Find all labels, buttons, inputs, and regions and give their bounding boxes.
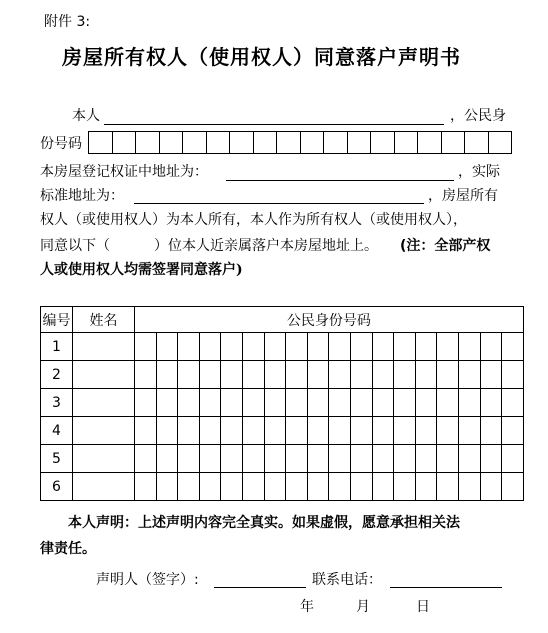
id-digit-cell[interactable] [221,445,243,473]
name-cell[interactable] [73,333,135,361]
id-digit-cell[interactable] [178,473,200,501]
address-label: 本房屋登记权证中地址为： [40,164,208,180]
id-digit-cell[interactable] [350,361,372,389]
id-digit-cell[interactable] [350,333,372,361]
id-digit-cell[interactable] [156,473,178,501]
id-digit-cell[interactable] [178,361,200,389]
citizen-id-digit-box[interactable] [323,131,348,154]
citizen-id-label-b: 份号码 [40,136,82,152]
table-row [41,473,524,501]
id-digit-cell[interactable] [372,445,394,473]
id-digit-cell[interactable] [394,445,416,473]
id-digit-cell[interactable] [199,333,221,361]
self-label: 本人 [72,108,100,124]
id-digit-cell[interactable] [286,333,308,361]
id-digit-cell[interactable] [329,389,351,417]
id-digit-cell[interactable] [242,445,264,473]
attachment-label: 附件 3: [44,14,91,30]
id-digit-cell[interactable] [502,389,524,417]
id-digit-cell[interactable] [242,333,264,361]
id-digit-cell[interactable] [437,445,459,473]
id-digit-cell[interactable] [458,473,480,501]
declaration-line-2: 律责任。 [40,541,96,557]
id-digit-cell[interactable] [264,333,286,361]
header-name: 姓名 [73,307,135,333]
citizen-id-digit-box[interactable] [253,131,278,154]
id-digit-cell[interactable] [502,445,524,473]
id-digit-cell[interactable] [329,333,351,361]
id-digit-cell[interactable] [394,389,416,417]
id-digit-cell[interactable] [329,445,351,473]
id-digit-cell[interactable] [372,389,394,417]
table-row [41,361,524,389]
name-field[interactable] [104,124,444,125]
citizen-id-digit-box[interactable] [300,131,325,154]
citizen-id-digit-box[interactable] [347,131,372,154]
id-digit-cell[interactable] [199,417,221,445]
id-digit-cell[interactable] [437,361,459,389]
id-digit-cell[interactable] [307,389,329,417]
id-digit-cell[interactable] [286,445,308,473]
id-digit-cell[interactable] [307,473,329,501]
citizen-id-digit-box[interactable] [182,131,207,154]
id-digit-cell[interactable] [350,445,372,473]
id-digit-cell[interactable] [502,473,524,501]
id-digit-cell[interactable] [286,389,308,417]
id-digit-cell[interactable] [221,333,243,361]
id-digit-cell[interactable] [437,473,459,501]
id-digit-cell[interactable] [199,445,221,473]
id-digit-cell[interactable] [156,389,178,417]
row-number: 2 [41,361,73,389]
id-digit-cell[interactable] [242,417,264,445]
table-row [41,445,524,473]
paragraph-line-2a: 同意以下（ [40,238,110,254]
table-row [41,389,524,417]
id-digit-cell[interactable] [264,389,286,417]
id-digit-cell[interactable] [480,333,502,361]
paragraph-line-1: 权人（或使用权人）为本人所有，本人作为所有权人（或使用权人）， [40,212,467,228]
id-digit-cell[interactable] [221,361,243,389]
id-digit-cell[interactable] [502,417,524,445]
id-digit-cell[interactable] [135,445,157,473]
id-digit-cell[interactable] [480,473,502,501]
citizen-id-digit-box[interactable] [370,131,395,154]
id-digit-cell[interactable] [394,333,416,361]
id-digit-cell[interactable] [199,389,221,417]
id-digit-cell[interactable] [135,417,157,445]
id-digit-cell[interactable] [264,361,286,389]
id-digit-cell[interactable] [350,473,372,501]
id-digit-cell[interactable] [437,417,459,445]
id-digit-cell[interactable] [415,361,437,389]
id-digit-cell[interactable] [156,445,178,473]
header-citizen-id: 公民身份号码 [135,307,524,333]
note-part-2: 人或使用权人均需签署同意落户) [40,262,243,278]
citizen-id-digit-box[interactable] [206,131,231,154]
table-row [41,417,524,445]
id-digit-cell[interactable] [135,473,157,501]
id-digit-cell[interactable] [458,389,480,417]
id-digit-cell[interactable] [156,333,178,361]
id-digit-cell[interactable] [480,445,502,473]
id-digit-cell[interactable] [394,473,416,501]
citizen-id-digit-box[interactable] [394,131,419,154]
declarant-label: 声明人（签字）: [96,572,199,588]
id-digit-cell[interactable] [329,417,351,445]
day-label: 日 [416,599,430,615]
year-label: 年 [300,599,314,615]
month-label: 月 [356,599,370,615]
id-digit-cell[interactable] [480,389,502,417]
id-digit-cell[interactable] [329,361,351,389]
id-digit-cell[interactable] [480,417,502,445]
id-digit-cell[interactable] [372,417,394,445]
name-cell[interactable] [73,389,135,417]
id-digit-cell[interactable] [502,361,524,389]
id-digit-cell[interactable] [156,361,178,389]
id-digit-cell[interactable] [178,389,200,417]
registered-address-field[interactable] [226,180,454,181]
owner-label: ，房屋所有 [428,188,498,204]
table-header-row [41,307,524,333]
id-digit-cell[interactable] [286,361,308,389]
id-digit-cell[interactable] [221,417,243,445]
id-digit-cell[interactable] [350,417,372,445]
phone-field[interactable] [390,587,502,588]
id-digit-cell[interactable] [437,333,459,361]
id-digit-cell[interactable] [415,333,437,361]
id-digit-cell[interactable] [415,473,437,501]
id-digit-cell[interactable] [307,417,329,445]
paragraph-line-2b: ）位本人近亲属落户本房屋地址上。 [154,238,378,254]
row-number: 1 [41,333,73,361]
id-digit-cell[interactable] [178,445,200,473]
id-digit-cell[interactable] [135,333,157,361]
id-digit-cell[interactable] [199,361,221,389]
id-digit-cell[interactable] [242,473,264,501]
id-digit-cell[interactable] [156,417,178,445]
id-digit-cell[interactable] [242,361,264,389]
id-digit-cell[interactable] [307,333,329,361]
row-number: 3 [41,389,73,417]
id-digit-cell[interactable] [286,473,308,501]
note-part-1: (注：全部产权 [400,238,491,254]
id-digit-cell[interactable] [502,333,524,361]
id-digit-cell[interactable] [135,389,157,417]
id-digit-cell[interactable] [480,361,502,389]
citizen-id-digit-box[interactable] [417,131,442,154]
declaration-line-1: 本人声明：上述声明内容完全真实。如果虚假，愿意承担相关法 [68,515,460,531]
citizen-id-label-a: ，公民身 [450,108,506,124]
id-digit-cell[interactable] [350,389,372,417]
id-digit-cell[interactable] [458,417,480,445]
id-digit-cell[interactable] [437,389,459,417]
id-digit-cell[interactable] [372,333,394,361]
citizen-id-digit-box[interactable] [159,131,184,154]
row-number: 6 [41,473,73,501]
citizen-id-digit-box[interactable] [441,131,466,154]
name-cell[interactable] [73,473,135,501]
id-digit-cell[interactable] [458,361,480,389]
id-digit-cell[interactable] [178,333,200,361]
id-digit-cell[interactable] [458,445,480,473]
name-cell[interactable] [73,445,135,473]
standard-address-label: 标准地址为： [40,188,124,204]
signature-field[interactable] [214,587,306,588]
citizen-id-digit-box[interactable] [276,131,301,154]
row-number: 5 [41,445,73,473]
id-digit-cell[interactable] [264,445,286,473]
id-digit-cell[interactable] [372,473,394,501]
id-digit-cell[interactable] [264,473,286,501]
phone-label: 联系电话： [312,572,382,588]
id-digit-cell[interactable] [415,417,437,445]
relatives-count-field[interactable] [122,236,156,254]
citizen-id-digit-box[interactable] [464,131,489,154]
row-number: 4 [41,417,73,445]
id-digit-cell[interactable] [458,333,480,361]
id-digit-cell[interactable] [178,417,200,445]
id-digit-cell[interactable] [221,389,243,417]
id-digit-cell[interactable] [242,389,264,417]
id-digit-cell[interactable] [135,361,157,389]
id-digit-cell[interactable] [199,473,221,501]
standard-address-field[interactable] [134,203,424,204]
id-digit-cell[interactable] [307,445,329,473]
id-digit-cell[interactable] [221,473,243,501]
id-digit-cell[interactable] [286,417,308,445]
relatives-table [40,306,524,501]
citizen-id-digit-box[interactable] [112,131,137,154]
header-number: 编号 [41,307,73,333]
id-digit-cell[interactable] [372,361,394,389]
actual-label: ，实际 [458,164,500,180]
table-row [41,333,524,361]
id-digit-cell[interactable] [415,445,437,473]
citizen-id-digit-box[interactable] [229,131,254,154]
id-digit-cell[interactable] [415,389,437,417]
citizen-id-digit-box[interactable] [88,131,113,154]
citizen-id-digit-box[interactable] [488,131,513,154]
id-digit-cell[interactable] [394,417,416,445]
name-cell[interactable] [73,361,135,389]
id-digit-cell[interactable] [307,361,329,389]
name-cell[interactable] [73,417,135,445]
citizen-id-digit-box[interactable] [135,131,160,154]
id-digit-cell[interactable] [329,473,351,501]
id-digit-cell[interactable] [394,361,416,389]
id-digit-cell[interactable] [264,417,286,445]
page-title: 房屋所有权人（使用权人）同意落户声明书 [62,45,461,69]
